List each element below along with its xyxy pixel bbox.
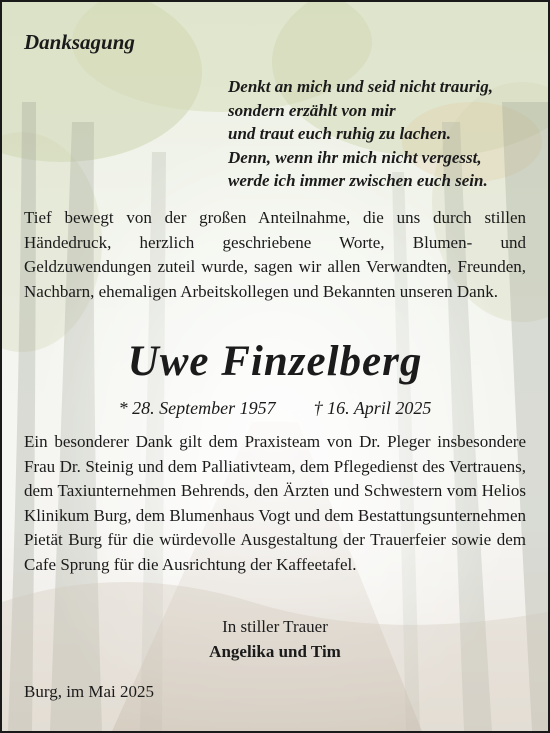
birth-date: * 28. September 1957 — [118, 398, 276, 418]
poem-line: sondern erzählt von mir — [228, 100, 396, 120]
poem-line: Denkt an mich und seid nicht traurig, — [228, 77, 493, 96]
death-date: † 16. April 2025 — [313, 398, 432, 418]
mourners-names: Angelika und Tim — [209, 642, 341, 661]
life-dates — [2, 398, 548, 419]
place-and-date: Burg, im Mai 2025 — [24, 682, 155, 701]
poem — [228, 75, 493, 193]
thanks-paragraph: Tief bewegt von der großen Anteilnahme, die uns durch stillen Händedruck, herzlich geschriebene Worte, Blumen- und Geldzuwendungen zuteil wurde, sagen wir allen Verwandten, Freunden, Nachbarn, ehemaligen Arbeitskollegen und Bekannten unseren Dank. — [24, 208, 526, 301]
mourning-line: In stiller Trauer — [222, 617, 328, 636]
notice-heading: Danksagung — [24, 30, 135, 54]
poem-line: Denn, wenn ihr mich nicht vergesst, — [228, 147, 482, 167]
special-thanks-paragraph: Ein besonderer Dank gilt dem Praxisteam von Dr. Pleger insbesondere Frau Dr. Steinig und dem Palliativteam, dem Pflegedienst des Vertrauens, dem Taxiunternehmen Behrends, den Ärzten und Schwestern vom Helios Klinikum Burg, dem Blumenhaus Vogt und dem Bestattungsunternehmen Pietät Burg für die würdevolle Ausgestaltung der Trauerfeier sowie dem Cafe Sprung für die Ausrichtung der Kaffeetafel. — [24, 432, 526, 574]
poem-line: und traut euch ruhig zu lachen. — [228, 124, 451, 143]
deceased-name: Uwe Finzelberg — [127, 338, 423, 385]
poem-line: werde ich immer zwischen euch sein. — [228, 171, 488, 190]
